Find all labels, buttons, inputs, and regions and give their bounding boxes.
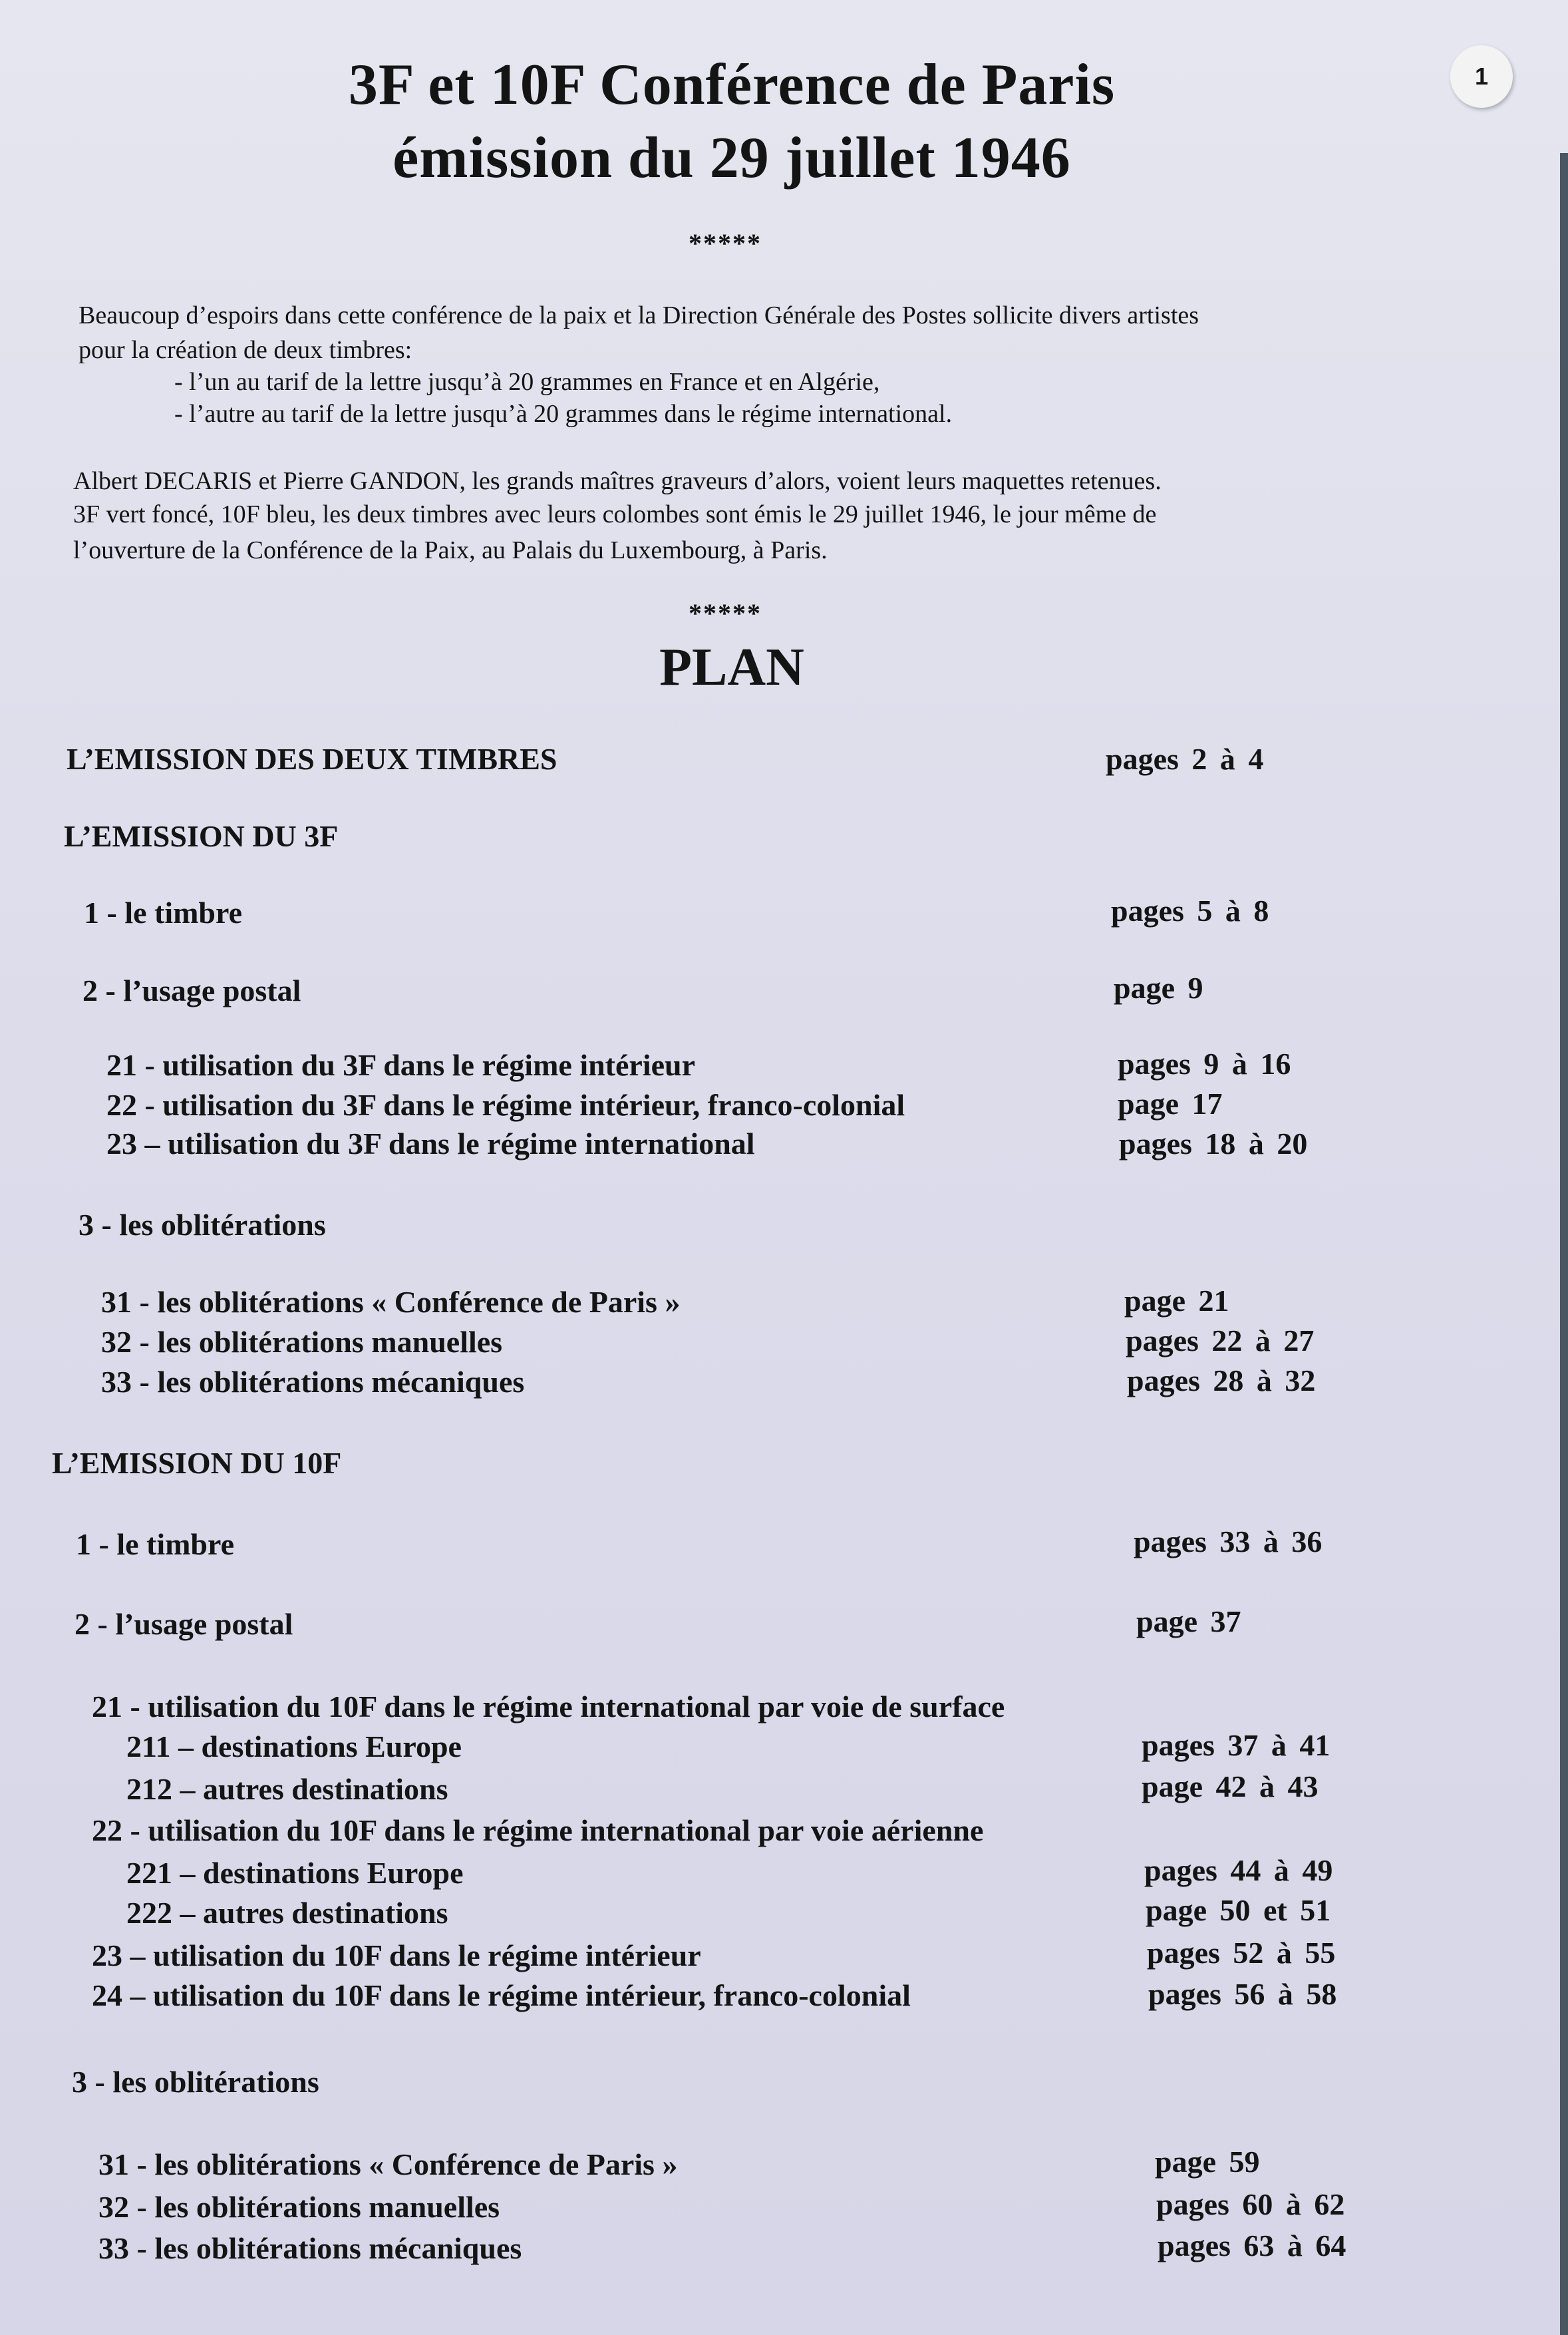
toc-subentry: 21 - utilisation du 3F dans le régime intérieur [106, 1048, 696, 1082]
document-title-line2: émission du 29 juillet 1946 [392, 126, 1071, 190]
toc-section-heading: L’EMISSION DU 3F [64, 819, 339, 853]
toc-page-ref: page 42 à 43 [1142, 1769, 1319, 1803]
toc-subsubentry: 222 – autres destinations [126, 1896, 448, 1930]
toc-subentry: 32 - les oblitérations manuelles [101, 1325, 503, 1359]
toc-subentry: 33 - les oblitérations mécaniques [101, 1365, 525, 1399]
toc-subsubentry: 212 – autres destinations [126, 1772, 448, 1806]
toc-subentry: 23 – utilisation du 10F dans le régime intérieur [92, 1938, 701, 1972]
toc-page-ref: pages 18 à 20 [1119, 1127, 1308, 1161]
document-title-line1: 3F et 10F Conférence de Paris [348, 53, 1116, 117]
toc-page-ref: pages 33 à 36 [1134, 1525, 1323, 1558]
intro-line: pour la création de deux timbres: [78, 336, 412, 364]
toc-page-ref: pages 28 à 32 [1127, 1363, 1316, 1397]
toc-subentry: 22 - utilisation du 3F dans le régime intérieur, franco-colonial [106, 1088, 905, 1122]
toc-page-ref: pages 52 à 55 [1147, 1936, 1336, 1970]
page-number-badge: 1 [1450, 45, 1513, 108]
toc-entry: 1 - le timbre [84, 896, 243, 930]
toc-entry: 2 - l’usage postal [82, 974, 301, 1007]
intro-paragraph-line: 3F vert foncé, 10F bleu, les deux timbres avec leurs colombes sont émis le 29 juillet 1946, le jour même de [73, 500, 1157, 528]
toc-entry: 2 - l’usage postal [75, 1607, 293, 1641]
toc-subentry: 31 - les oblitérations « Conférence de Paris » [98, 2147, 678, 2181]
toc-entry: 3 - les oblitérations [78, 1208, 326, 1242]
toc-subentry: 22 - utilisation du 10F dans le régime international par voie aérienne [92, 1813, 984, 1847]
toc-page-ref: page 59 [1155, 2145, 1260, 2179]
toc-page-ref: pages 22 à 27 [1126, 1324, 1315, 1357]
toc-subentry: 23 – utilisation du 3F dans le régime international [106, 1127, 755, 1161]
toc-page-ref: page 21 [1124, 1284, 1229, 1318]
toc-page-ref: pages 60 à 62 [1156, 2187, 1345, 2221]
intro-bullet: - l’autre au tarif de la lettre jusqu’à 20 grammes dans le régime international. [174, 400, 953, 428]
toc-page-ref: pages 2 à 4 [1106, 742, 1264, 776]
toc-subentry: 24 – utilisation du 10F dans le régime intérieur, franco-colonial [92, 1978, 911, 2012]
toc-page-ref: page 50 et 51 [1146, 1893, 1331, 1927]
intro-paragraph-line: l’ouverture de la Conférence de la Paix, au Palais du Luxembourg, à Paris. [73, 536, 828, 564]
toc-page-ref: page 37 [1136, 1604, 1241, 1638]
toc-page-ref: page 17 [1118, 1087, 1223, 1121]
plan-heading: PLAN [659, 638, 804, 697]
toc-subentry: 33 - les oblitérations mécaniques [98, 2231, 522, 2265]
toc-subsubentry: 211 – destinations Europe [126, 1729, 462, 1763]
toc-page-ref: pages 56 à 58 [1148, 1977, 1337, 2011]
toc-page-ref: pages 63 à 64 [1158, 2229, 1346, 2262]
page-edge-shadow [1560, 153, 1568, 2335]
separator-top: ***** [689, 228, 762, 258]
toc-page-ref: pages 37 à 41 [1142, 1728, 1331, 1762]
toc-section-heading: L’EMISSION DU 10F [52, 1446, 342, 1480]
intro-bullet: - l’un au tarif de la lettre jusqu’à 20 grammes en France et en Algérie, [174, 368, 880, 396]
toc-page-ref: pages 44 à 49 [1144, 1853, 1333, 1887]
toc-subentry: 21 - utilisation du 10F dans le régime international par voie de surface [92, 1690, 1005, 1723]
intro-line: Beaucoup d’espoirs dans cette conférence de la paix et la Direction Générale des Postes sollicite divers artistes [78, 301, 1199, 329]
separator-middle: ***** [689, 598, 762, 628]
toc-subsubentry: 221 – destinations Europe [126, 1856, 464, 1890]
toc-page-ref: pages 5 à 8 [1111, 894, 1269, 928]
toc-entry: 3 - les oblitérations [72, 2065, 319, 2099]
toc-subentry: 32 - les oblitérations manuelles [98, 2190, 500, 2224]
toc-page-ref: page 9 [1114, 971, 1203, 1005]
toc-section-heading: L’EMISSION DES DEUX TIMBRES [67, 742, 557, 776]
intro-paragraph-line: Albert DECARIS et Pierre GANDON, les grands maîtres graveurs d’alors, voient leurs maquettes retenues. [73, 467, 1162, 495]
toc-subentry: 31 - les oblitérations « Conférence de Paris » [101, 1285, 681, 1319]
toc-entry: 1 - le timbre [76, 1527, 235, 1561]
toc-page-ref: pages 9 à 16 [1118, 1047, 1291, 1081]
